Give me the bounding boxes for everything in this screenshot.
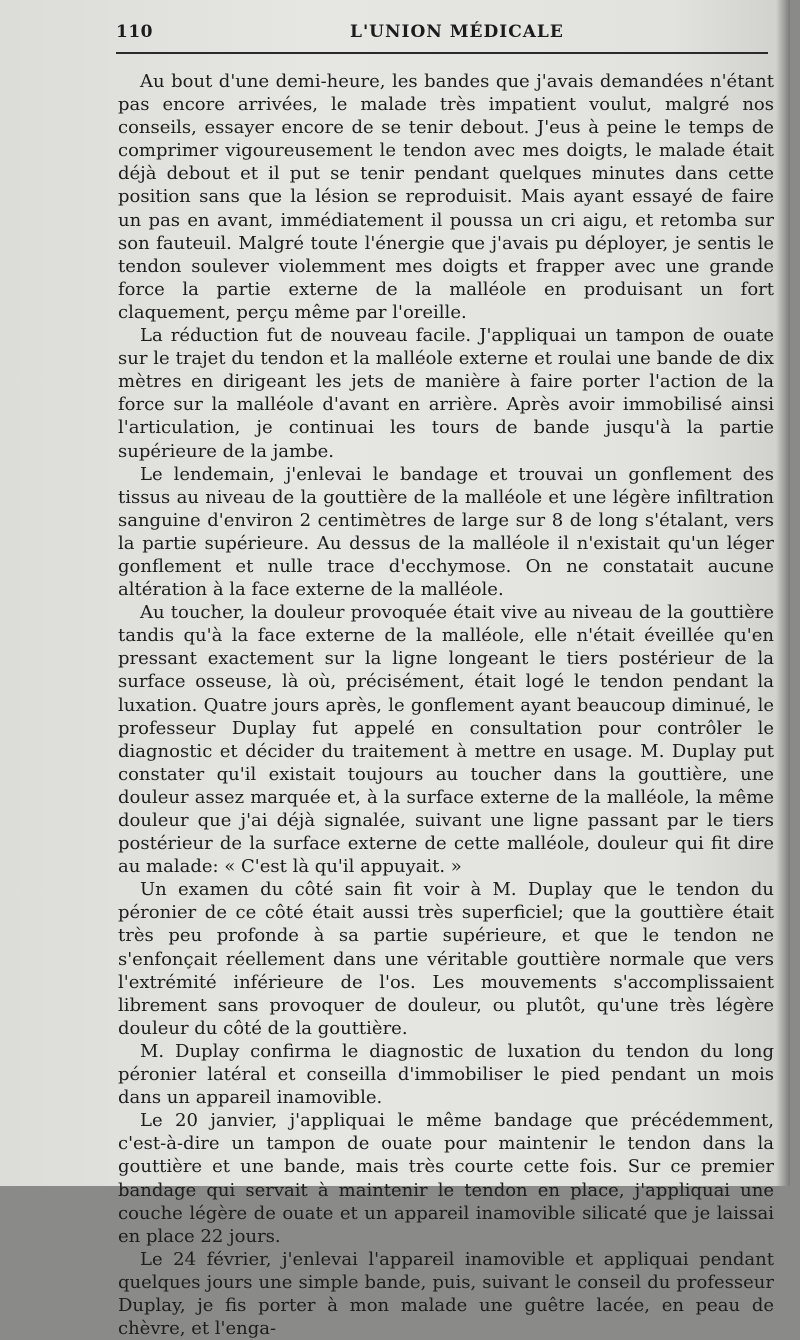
page-edge-shadow [776, 0, 790, 1186]
paragraph: Un examen du côté sain fit voir à M. Duplay que le tendon du péronier de ce côté était aussi très superficiel; que la gouttière était très peu profonde à sa partie supérieure, et que le tendon ne s'enfonçait réellement dans une véritable gouttière normale que vers l'extrémité inférieure de l'os. Les mouvements s'accomplissaient librement sans provoquer de douleur, ou plutôt, qu'une très légère douleur du côté de la gouttière. [118, 879, 774, 1039]
paragraph: Au toucher, la douleur provoquée était vive au niveau de la gouttière tandis qu'à la face externe de la malléole, elle n'était éveillée qu'en pressant exactement sur la ligne longeant le tiers postérieur de la surface osseuse, là où, précisément, était logé le tendon pendant la luxation. Quatre jours après, le gonflement ayant beaucoup diminué, le professeur Duplay fut appelé en consultation pour contrôler le diagnostic et décider du traitement à mettre en usage. M. Duplay put constater qu'il existait toujours au toucher dans la gouttière, une douleur assez marquée et, à la surface externe de la malléole, la même douleur que j'ai déjà signalée, suivant une ligne passant par le tiers postérieur de la surface externe de cette malléole, douleur qui fit dire au malade: « C'est là qu'il appuyait. » [118, 602, 774, 878]
paragraph: Au bout d'une demi-heure, les bandes que j'avais demandées n'étant pas encore arrivées, le malade très impatient voulut, malgré nos conseils, essayer encore de se tenir debout. J'eus à peine le temps de comprimer vigoureusement le tendon avec mes doigts, le malade était déjà debout et il put se tenir pendant quelques minutes dans cette position sans que la lésion se reproduisit. Mais ayant essayé de faire un pas en avant, immédiatement il poussa un cri aigu, et retomba sur son fauteuil. Malgré toute l'énergie que j'avais pu déployer, je sentis le tendon soulever violemment mes doigts et frapper avec une grande force la partie externe de la malléole en produisant un fort claquement, perçu même par l'oreille. [118, 71, 774, 323]
paragraph: Le 20 janvier, j'appliquai le même bandage que précédemment, c'est-à-dire un tampon de ouate pour maintenir le tendon dans la gouttière et une bande, mais très courte cette fois. Sur ce premier bandage qui servait à maintenir le tendon en place, j'appliquai une couche légère de ouate et un appareil inamovible silicaté que je laissai en place 22 jours. [118, 1110, 774, 1247]
paragraph: Le 24 février, j'enlevai l'appareil inamovible et appliquai pendant quelques jours une simple bande, puis, suivant le conseil du professeur Duplay, je fis porter à mon malade une guêtre lacée, en peau de chèvre, et l'enga- [118, 1248, 774, 1340]
page-header [116, 20, 776, 46]
paragraph: Le lendemain, j'enlevai le bandage et trouvai un gonflement des tissus au niveau de la gouttière de la malléole et une légère infiltration sanguine d'environ 2 centimètres de large sur 8 de long s'étalant, vers la partie supérieure. Au dessus de la malléole il n'existait qu'un léger gonflement et nulle trace d'ecchymose. On ne constatait aucune altération à la face externe de la malléole. [118, 463, 774, 601]
paragraph: La réduction fut de nouveau facile. J'appliquai un tampon de ouate sur le trajet du tendon et la malléole externe et roulai une bande de dix mètres en dirigeant les jets de manière à faire porter l'action de la force sur la malléole d'avant en arrière. Après avoir immobilisé ainsi l'articulation, je continuai les tours de bande jusqu'à la partie supérieure de la jambe. [118, 325, 774, 462]
paragraph: M. Duplay confirma le diagnostic de luxation du tendon du long péronier latéral et conseilla d'immobiliser le pied pendant un mois dans un appareil inamovible. [118, 1040, 774, 1109]
running-title: L'UNION MÉDICALE [350, 22, 564, 42]
page-footer-bleed [118, 1140, 774, 1170]
header-rule [116, 52, 768, 54]
page-number: 110 [116, 22, 153, 42]
